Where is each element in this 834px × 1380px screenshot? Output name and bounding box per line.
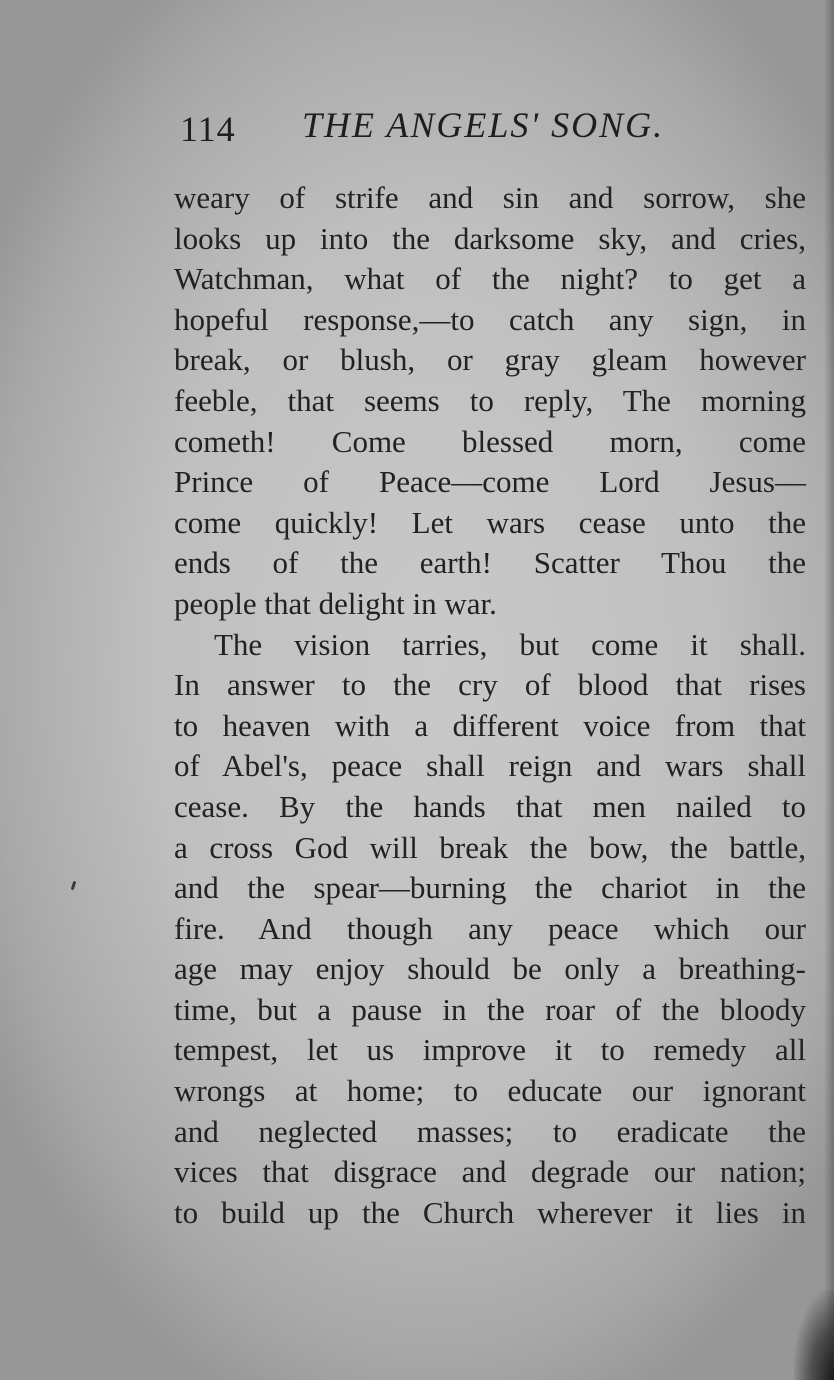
text-line: a cross God will break the bow, the battle, [174,829,806,865]
text-line: to heaven with a different voice from that [174,707,806,743]
text-line: and neglected masses; to eradicate the [174,1113,806,1149]
text-line: come quickly! Let wars cease unto the [174,504,806,540]
text-line: tempest, let us improve it to remedy all [174,1032,806,1068]
text-line: cometh! Come blessed morn, come [174,423,806,459]
text-line: weary of strife and sin and sorrow, she [174,180,806,215]
body-text [174,178,806,1233]
text-line: Prince of Peace—come Lord Jesus— [174,464,806,500]
text-line: vices that disgrace and degrade our nation; [174,1154,806,1190]
text-line: wrongs at home; to educate our ignorant [174,1073,806,1109]
text-line: In answer to the cry of blood that rises [174,667,806,703]
text-line: The vision tarries, but come it shall. [214,626,806,662]
page-corner-shadow [794,1290,834,1380]
text-line: time, but a pause in the roar of the bloody [174,991,806,1027]
ink-speck [71,881,77,890]
page-edge-shadow [824,0,834,1380]
text-line: of Abel's, peace shall reign and wars shall [174,748,806,784]
text-line: fire. And though any peace which our [174,910,806,946]
text-line: break, or blush, or gray gleam however [174,342,806,378]
running-title: THE ANGELS' SONG. [302,105,665,145]
running-header [180,104,700,154]
text-line: ends of the earth! Scatter Thou the [174,545,806,581]
text-line: looks up into the darksome sky, and cries, [174,220,806,256]
text-line: feeble, that seems to reply, The morning [174,382,806,418]
text-line: to build up the Church wherever it lies in [174,1194,806,1230]
text-line: people that delight in war. [174,585,497,621]
text-line: and the spear—burning the chariot in the [174,870,806,906]
text-line: Watchman, what of the night? to get a [174,261,806,297]
page-number: 114 [180,109,236,149]
text-line: age may enjoy should be only a breathing- [174,951,806,987]
text-line: cease. By the hands that men nailed to [174,788,806,824]
text-line: hopeful response,—to catch any sign, in [174,301,806,337]
